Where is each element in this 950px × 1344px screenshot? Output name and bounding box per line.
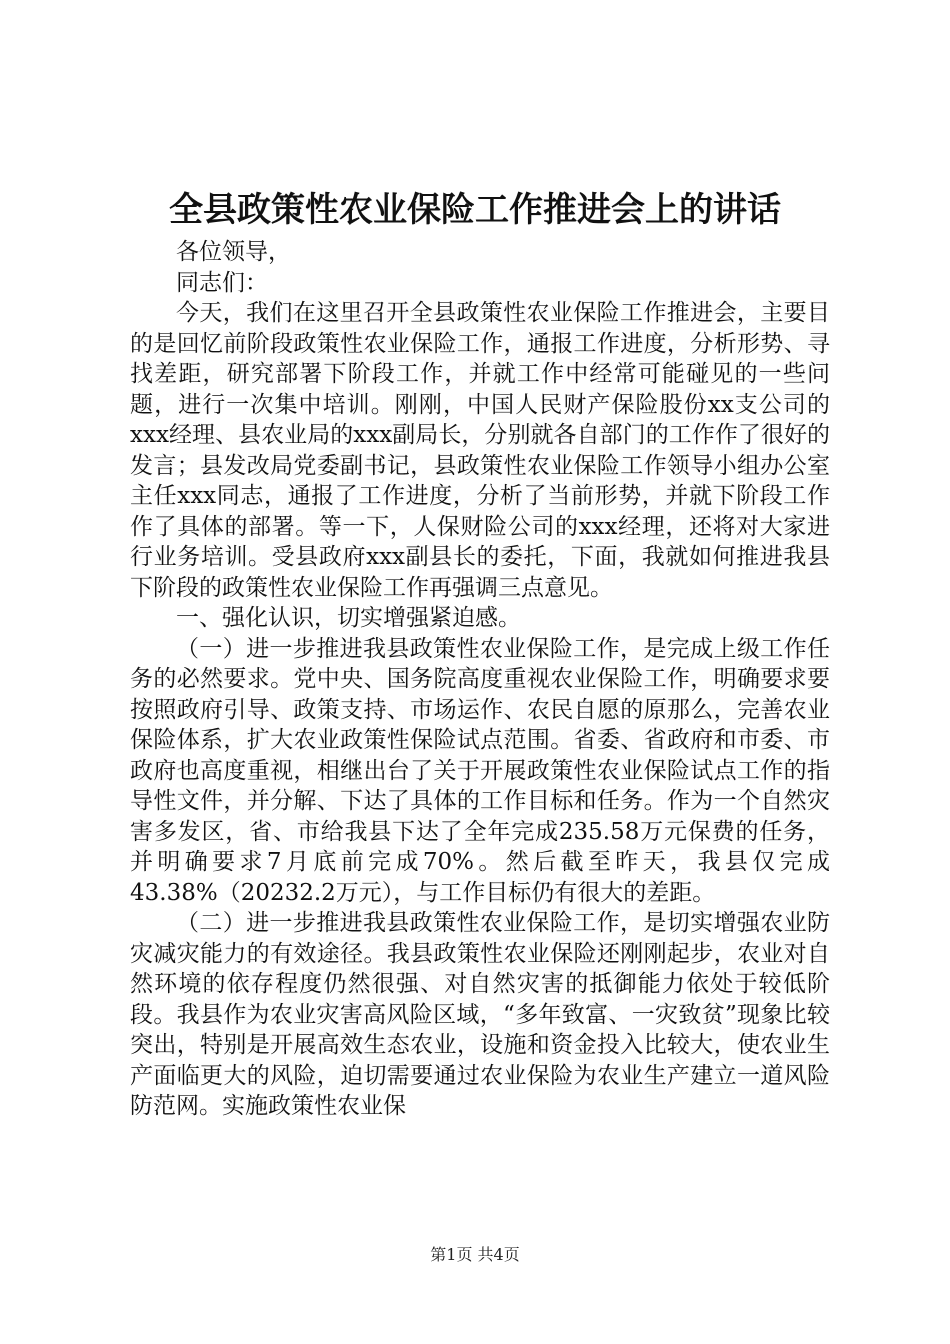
paragraph-point-1: （一）进一步推进我县政策性农业保险工作，是完成上级工作任务的必然要求。党中央、国务院高度重视农业保险工作，明确要求要按照政府引导、政策支持、市场运作、农民自愿的原那么，完善农业保险体系，扩大农业政策性保险试点范围。省委、省政府和市委、市政府也高度重视，相继出台了关于开展政策性农业保险试点工作的指导性文件，并分解、下达了具体的工作目标和任务。作为一个自然灾害多发区，省、市给我县下达了全年完成235.58万元保费的任务，并明确要求7月底前完成70%。然后截至昨天，我县仅完成43.38%（20232.2万元），与工作目标仍有很大的差距。 bbox=[130, 635, 830, 906]
salutation-comrades: 同志们： bbox=[176, 269, 268, 296]
page-number-footer: 第1页 共4页 bbox=[430, 1245, 520, 1264]
document-body bbox=[130, 237, 830, 1122]
paragraph-opening: 今天，我们在这里召开全县政策性农业保险工作推进会，主要目的是回忆前阶段政策性农业保险工作，通报工作进度，分析形势、寻找差距，研究部署下阶段工作，并就工作中经常可能碰见的一些问题，进行一次集中培训。刚刚，中国人民财产保险股份xx支公司的xxx经理、县农业局的xxx副局长，分别就各自部门的工作作了很好的发言；县发改局党委副书记，县政策性农业保险工作领导小组办公室主任xxx同志，通报了工作进度，分析了当前形势，并就下阶段工作作了具体的部署。等一下，人保财险公司的xxx经理，还将对大家进行业务培训。受县政府xxx副县长的委托，下面，我就如何推进我县下阶段的政策性农业保险工作再强调三点意见。 bbox=[130, 300, 830, 601]
salutation-leaders: 各位领导， bbox=[176, 239, 291, 265]
section-heading-1: 一、强化认识，切实增强紧迫感。 bbox=[176, 605, 521, 631]
paragraph-point-2: （二）进一步推进我县政策性农业保险工作，是切实增强农业防灾减灾能力的有效途径。我县政策性农业保险还刚刚起步，农业对自然环境的依存程度仍然很强、对自然灾害的抵御能力依处于较低阶段。我县作为农业灾害高风险区域，“多年致富、一灾致贫”现象比较突出，特别是开展高效生态农业，设施和资金投入比较大，使农业生产面临更大的风险，迫切需要通过农业保险为农业生产建立一道风险防范网。实施政策性农业保 bbox=[130, 910, 830, 1119]
document-title: 全县政策性农业保险工作推进会上的讲话 bbox=[169, 190, 781, 230]
